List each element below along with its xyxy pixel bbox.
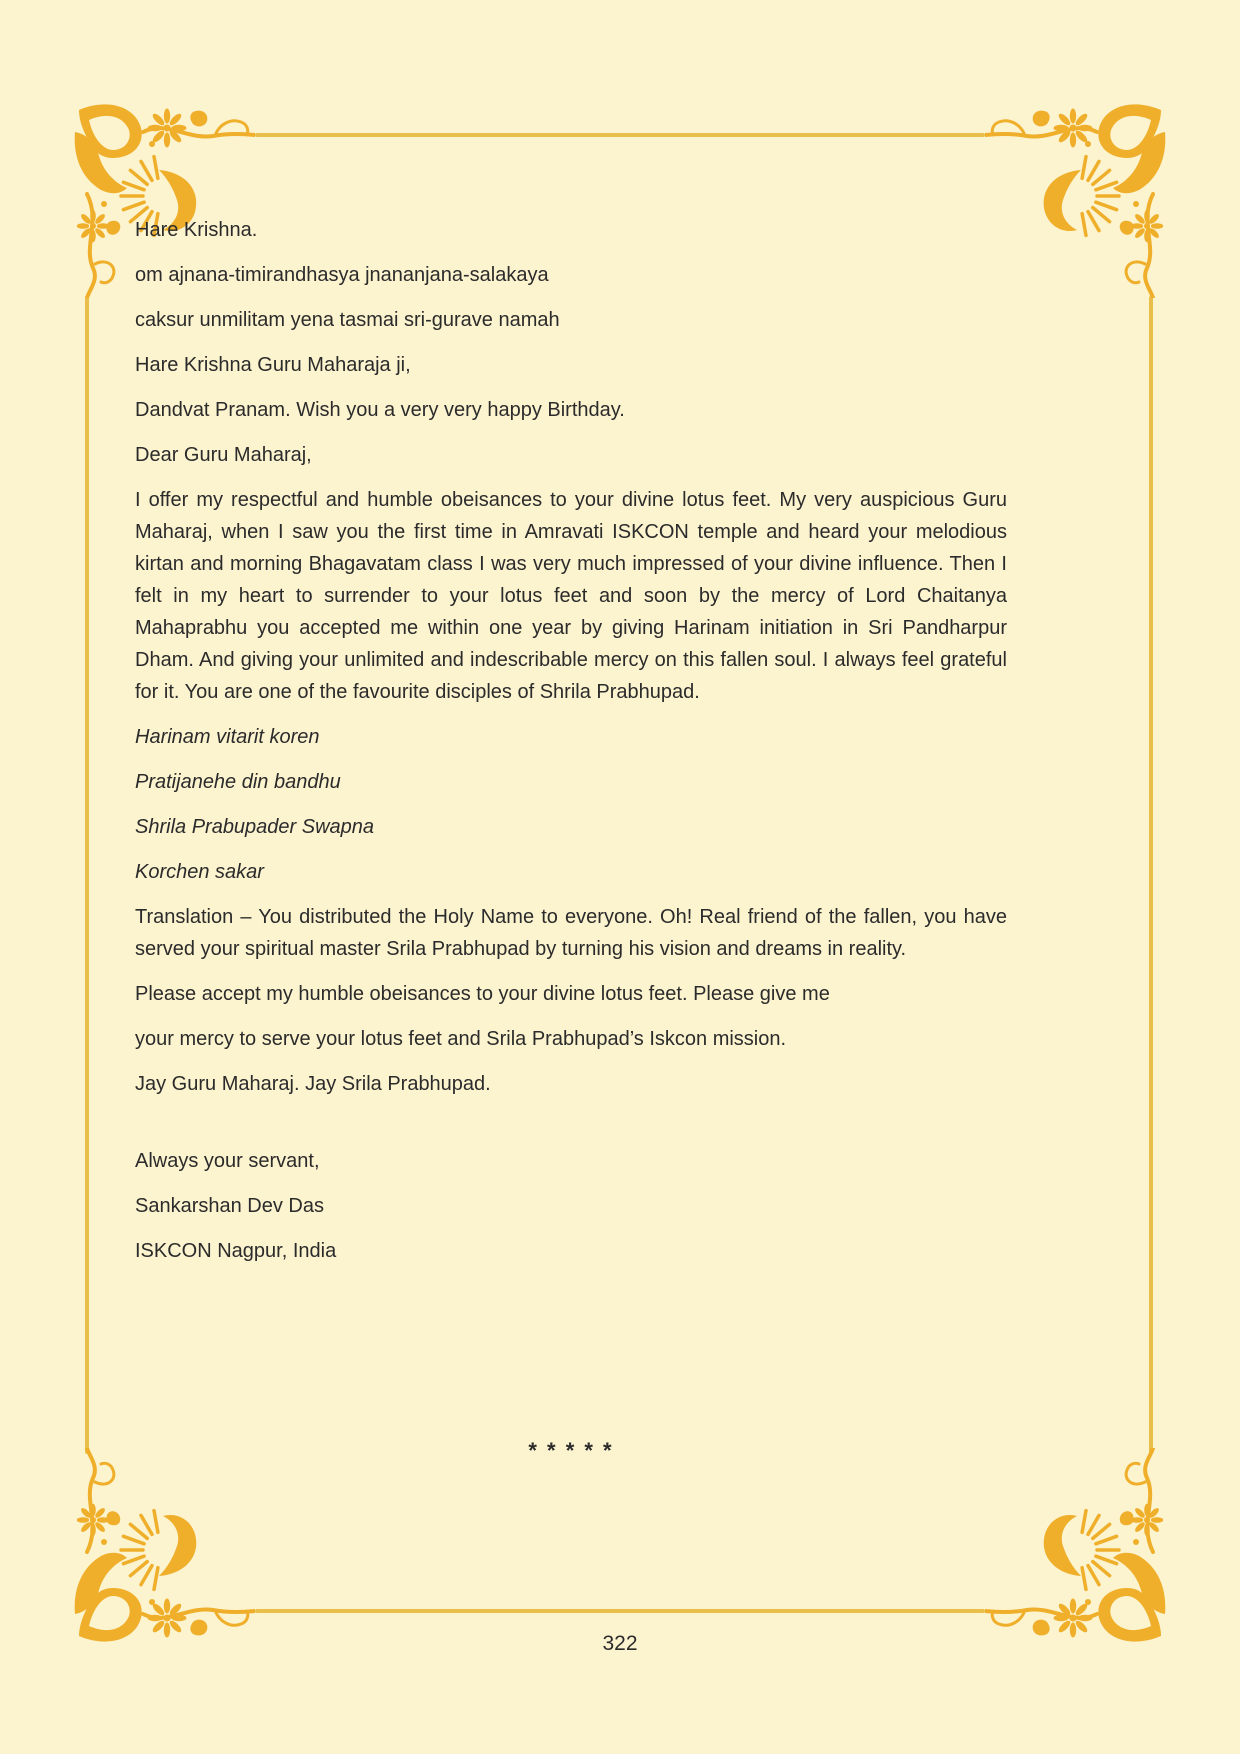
verse-line: Harinam vitarit koren [135, 726, 320, 748]
signature-line: Always your servant, [135, 1150, 320, 1172]
floral-corner-ornament-top-right [985, 98, 1185, 298]
letter-main-paragraph: I offer my respectful and humble obeisances to your divine lotus feet. My very auspicious Guru Maharaj, when I saw you the first time in Amravati ISKCON temple and heard your melodious kirtan and morning Bhagavatam class I was very much impressed of your divine influence. Then I felt in my heart to surrender to your lotus feet and soon by the mercy of Lord Chaitanya Mahaprabhu you accepted me within one year by giving Harinam initiation in Sri Pandharpur Dham. And giving your unlimited and indescribable mercy on this fallen soul. I always feel grateful for it. You are one of the favourite disciples of Shrila Prabhupad. [135, 489, 1007, 703]
signature-line: ISKCON Nagpur, India [135, 1240, 337, 1262]
blank-line [135, 1113, 1007, 1145]
verse-line: Shrila Prabupader Swapna [135, 816, 375, 838]
page-border-top [255, 133, 985, 137]
section-divider-stars: * * * * * [528, 1438, 614, 1463]
closing-line: Jay Guru Maharaj. Jay Srila Prabhupad. [135, 1073, 491, 1095]
floral-corner-ornament-bottom-left [55, 1448, 255, 1648]
letter-mantra-line: caksur unmilitam yena tasmai sri-gurave namah [135, 309, 560, 331]
page-number: 322 [602, 1632, 638, 1655]
translation-paragraph: Translation – You distributed the Holy Name to everyone. Oh! Real friend of the fallen, you have served your spiritual master Srila Prabhupad by turning his vision and dreams in reality. [135, 906, 1007, 960]
letter-salutation-line: Hare Krishna Guru Maharaja ji, [135, 354, 411, 376]
closing-line: Please accept my humble obeisances to your divine lotus feet. Please give me [135, 983, 830, 1005]
letter-addressee-line: Dear Guru Maharaj, [135, 444, 312, 466]
closing-line: your mercy to serve your lotus feet and Srila Prabhupad’s Iskcon mission. [135, 1028, 787, 1050]
letter-mantra-line: om ajnana-timirandhasya jnananjana-salakaya [135, 264, 549, 286]
letter-salutation-line: Hare Krishna. [135, 219, 258, 241]
signature-line: Sankarshan Dev Das [135, 1195, 324, 1217]
page-border-right [1149, 296, 1153, 1454]
letter-body [135, 214, 1007, 1467]
letter-greeting-line: Dandvat Pranam. Wish you a very very happy Birthday. [135, 399, 625, 421]
verse-line: Pratijanehe din bandhu [135, 771, 341, 793]
page-border-left [85, 296, 89, 1454]
floral-corner-ornament-bottom-right [985, 1448, 1185, 1648]
verse-line: Korchen sakar [135, 861, 264, 883]
page-border-bottom [255, 1609, 985, 1613]
